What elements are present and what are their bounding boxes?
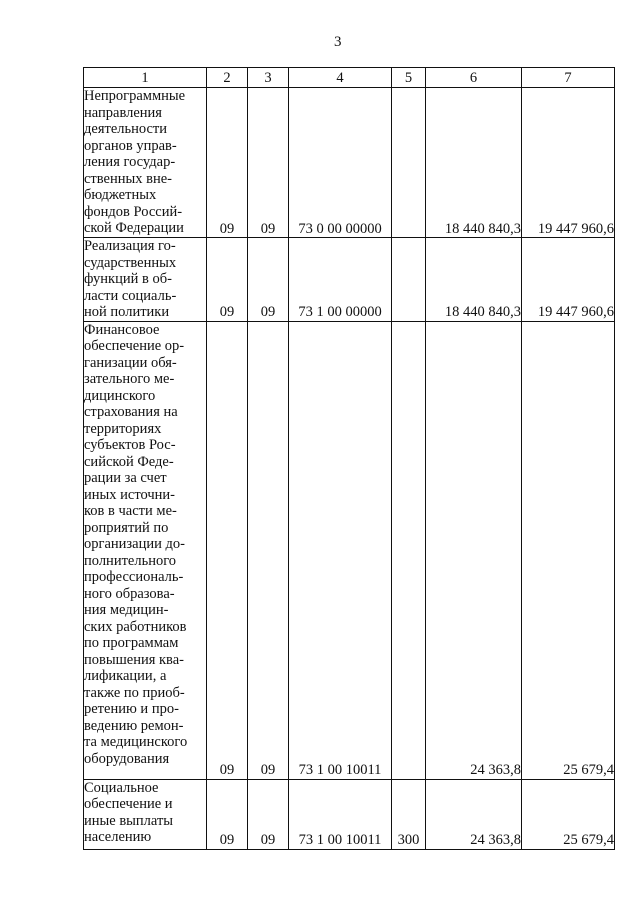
item-code: 73 0 00 00000 xyxy=(289,88,392,238)
table-row xyxy=(84,321,615,779)
subsection-code: 09 xyxy=(248,238,289,322)
amount-column-6: 24 363,8 xyxy=(426,321,522,779)
amount-column-6: 24 363,8 xyxy=(426,779,522,849)
column-header-5: 5 xyxy=(392,68,426,88)
budget-table xyxy=(83,67,615,850)
table-body xyxy=(84,88,615,850)
amount-column-7: 19 447 960,6 xyxy=(522,88,615,238)
subsection-code: 09 xyxy=(248,779,289,849)
column-header-6: 6 xyxy=(426,68,522,88)
type-code xyxy=(392,238,426,322)
table-row xyxy=(84,88,615,238)
item-code: 73 1 00 10011 xyxy=(289,321,392,779)
section-code: 09 xyxy=(207,238,248,322)
page-number: 3 xyxy=(334,34,342,50)
column-header-2: 2 xyxy=(207,68,248,88)
subsection-code: 09 xyxy=(248,88,289,238)
row-description: Социальное обеспечение и иные выплаты населению xyxy=(84,779,207,849)
column-header-1: 1 xyxy=(84,68,207,88)
item-code: 73 1 00 00000 xyxy=(289,238,392,322)
amount-column-6: 18 440 840,3 xyxy=(426,238,522,322)
amount-column-7: 25 679,4 xyxy=(522,779,615,849)
column-header-4: 4 xyxy=(289,68,392,88)
table-row xyxy=(84,779,615,849)
section-code: 09 xyxy=(207,88,248,238)
section-code: 09 xyxy=(207,779,248,849)
section-code: 09 xyxy=(207,321,248,779)
table-header xyxy=(84,68,615,88)
type-code: 300 xyxy=(392,779,426,849)
column-header-7: 7 xyxy=(522,68,615,88)
row-description: Непрограммные направления деятельности органов управ- ления государ- ственных вне- бюджетных фондов Россий- ской Федерации xyxy=(84,88,207,238)
amount-column-7: 19 447 960,6 xyxy=(522,238,615,322)
table-header-row xyxy=(84,68,615,88)
table-row xyxy=(84,238,615,322)
row-description: Финансовое обеспечение ор- ганизации обя- зательного ме- дицинского страхования на территориях субъектов Рос- сийской Феде- рации за счет иных источни- ков в части ме- роприятий по организации до- полнительного профессиональ- ного образова- ния медицин- ских работников по программам повышения ква- лификации, а также по приоб- ретению и про- ведению ремон- та медицинского оборудования xyxy=(84,321,207,779)
amount-column-7: 25 679,4 xyxy=(522,321,615,779)
type-code xyxy=(392,88,426,238)
amount-column-6: 18 440 840,3 xyxy=(426,88,522,238)
row-description: Реализация го- сударственных функций в об- ласти социаль- ной политики xyxy=(84,238,207,322)
subsection-code: 09 xyxy=(248,321,289,779)
type-code xyxy=(392,321,426,779)
item-code: 73 1 00 10011 xyxy=(289,779,392,849)
column-header-3: 3 xyxy=(248,68,289,88)
